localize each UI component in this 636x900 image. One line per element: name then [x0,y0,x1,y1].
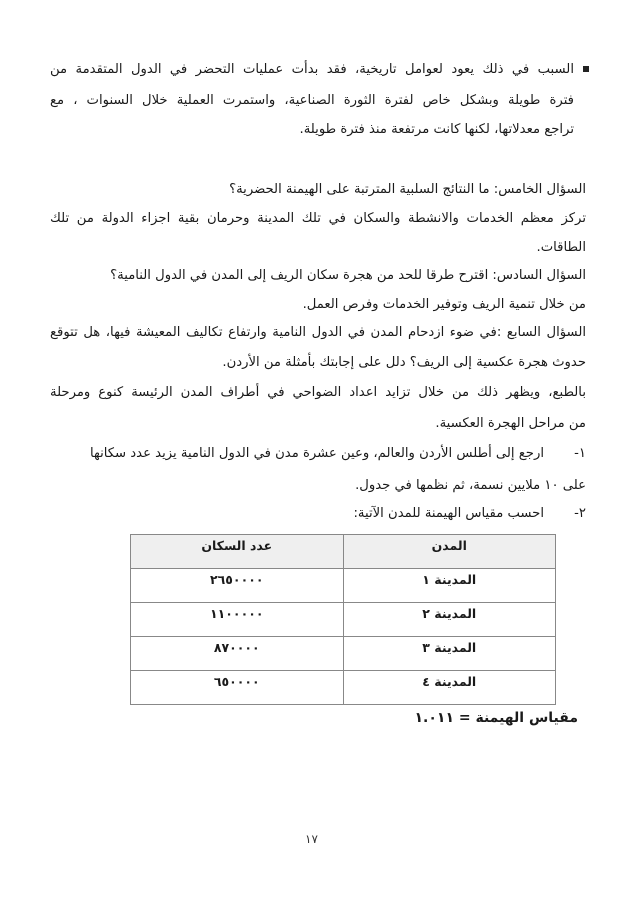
population-table [130,534,556,705]
task-1 [50,444,586,464]
task-2-text: احسب مقياس الهيمنة للمدن الآتية: [353,506,544,521]
header-population: عدد السكان [131,535,344,569]
answer-7-line-2: من مراحل الهجرة العكسية. [435,416,586,431]
task-1-continuation: على ١٠ ملايين نسمة، ثم نظمها في جدول. [355,478,586,493]
city-cell: المدينة ٤ [343,671,556,705]
population-cell: ٦٥٠٠٠٠ [131,671,344,705]
task-2-number: ٢- [574,506,586,521]
city-cell: المدينة ٢ [343,603,556,637]
table-row [131,569,556,603]
city-cell: المدينة ٣ [343,637,556,671]
bullet-paragraph-line-1: السبب في ذلك يعود لعوامل تاريخية، فقد بدأت عمليات التحضر في الدول المتقدمة من [50,62,574,77]
question-5: السؤال الخامس: ما النتائج السلبية المترتبة على الهيمنة الحضرية؟ [229,182,586,197]
header-cities: المدن [343,535,556,569]
table-row [131,603,556,637]
question-7-line-2: حدوث هجرة عكسية إلى الريف؟ دلل على إجابتك بأمثلة من الأردن. [222,355,586,370]
question-6: السؤال السادس: اقترح طرقا للحد من هجرة سكان الريف إلى المدن في الدول النامية؟ [110,268,586,283]
task-1-number: ١- [574,446,586,461]
population-cell: ٢٦٥٠٠٠٠ [131,569,344,603]
page-number: ١٧ [305,832,318,846]
bullet-paragraph-line-2: فترة طويلة وبشكل خاص لفترة الثورة الصناعية، واستمرت العملية خلال السنوات ، مع [50,93,574,108]
answer-5-line-1: تركز معظم الخدمات والانشطة والسكان في تلك المدينة وحرمان بقية اجزاء الدولة من تلك [50,211,586,226]
question-7-line-1: السؤال السابع :في ضوء ازدحام المدن في الدول النامية وارتفاع تكاليف المعيشة فيها، هل تتوقع [50,325,586,340]
dominance-index-result: مقياس الهيمنة = ١.٠١١ [414,710,578,726]
population-cell: ١١٠٠٠٠٠ [131,603,344,637]
task-1-text: ارجع إلى أطلس الأردن والعالم، وعين عشرة مدن في الدول النامية يزيد عدد سكانها [89,446,544,461]
bullet-paragraph-line-3: تراجع معدلاتها، لكنها كانت مرتفعة منذ فترة طويلة. [299,122,574,137]
task-2 [353,504,586,524]
answer-7-line-1: بالطبع، ويظهر ذلك من خلال تزايد اعداد الضواحي في أطراف المدن الرئيسة كنوع ومرحلة [50,385,586,400]
answer-6: من خلال تنمية الريف وتوفير الخدمات وفرص العمل. [302,297,586,312]
population-cell: ٨٧٠٠٠٠ [131,637,344,671]
bullet-icon [583,66,589,72]
table-row [131,671,556,705]
answer-5-line-2: الطاقات. [536,240,586,255]
table-row [131,637,556,671]
city-cell: المدينة ١ [343,569,556,603]
table-header-row [131,535,556,569]
